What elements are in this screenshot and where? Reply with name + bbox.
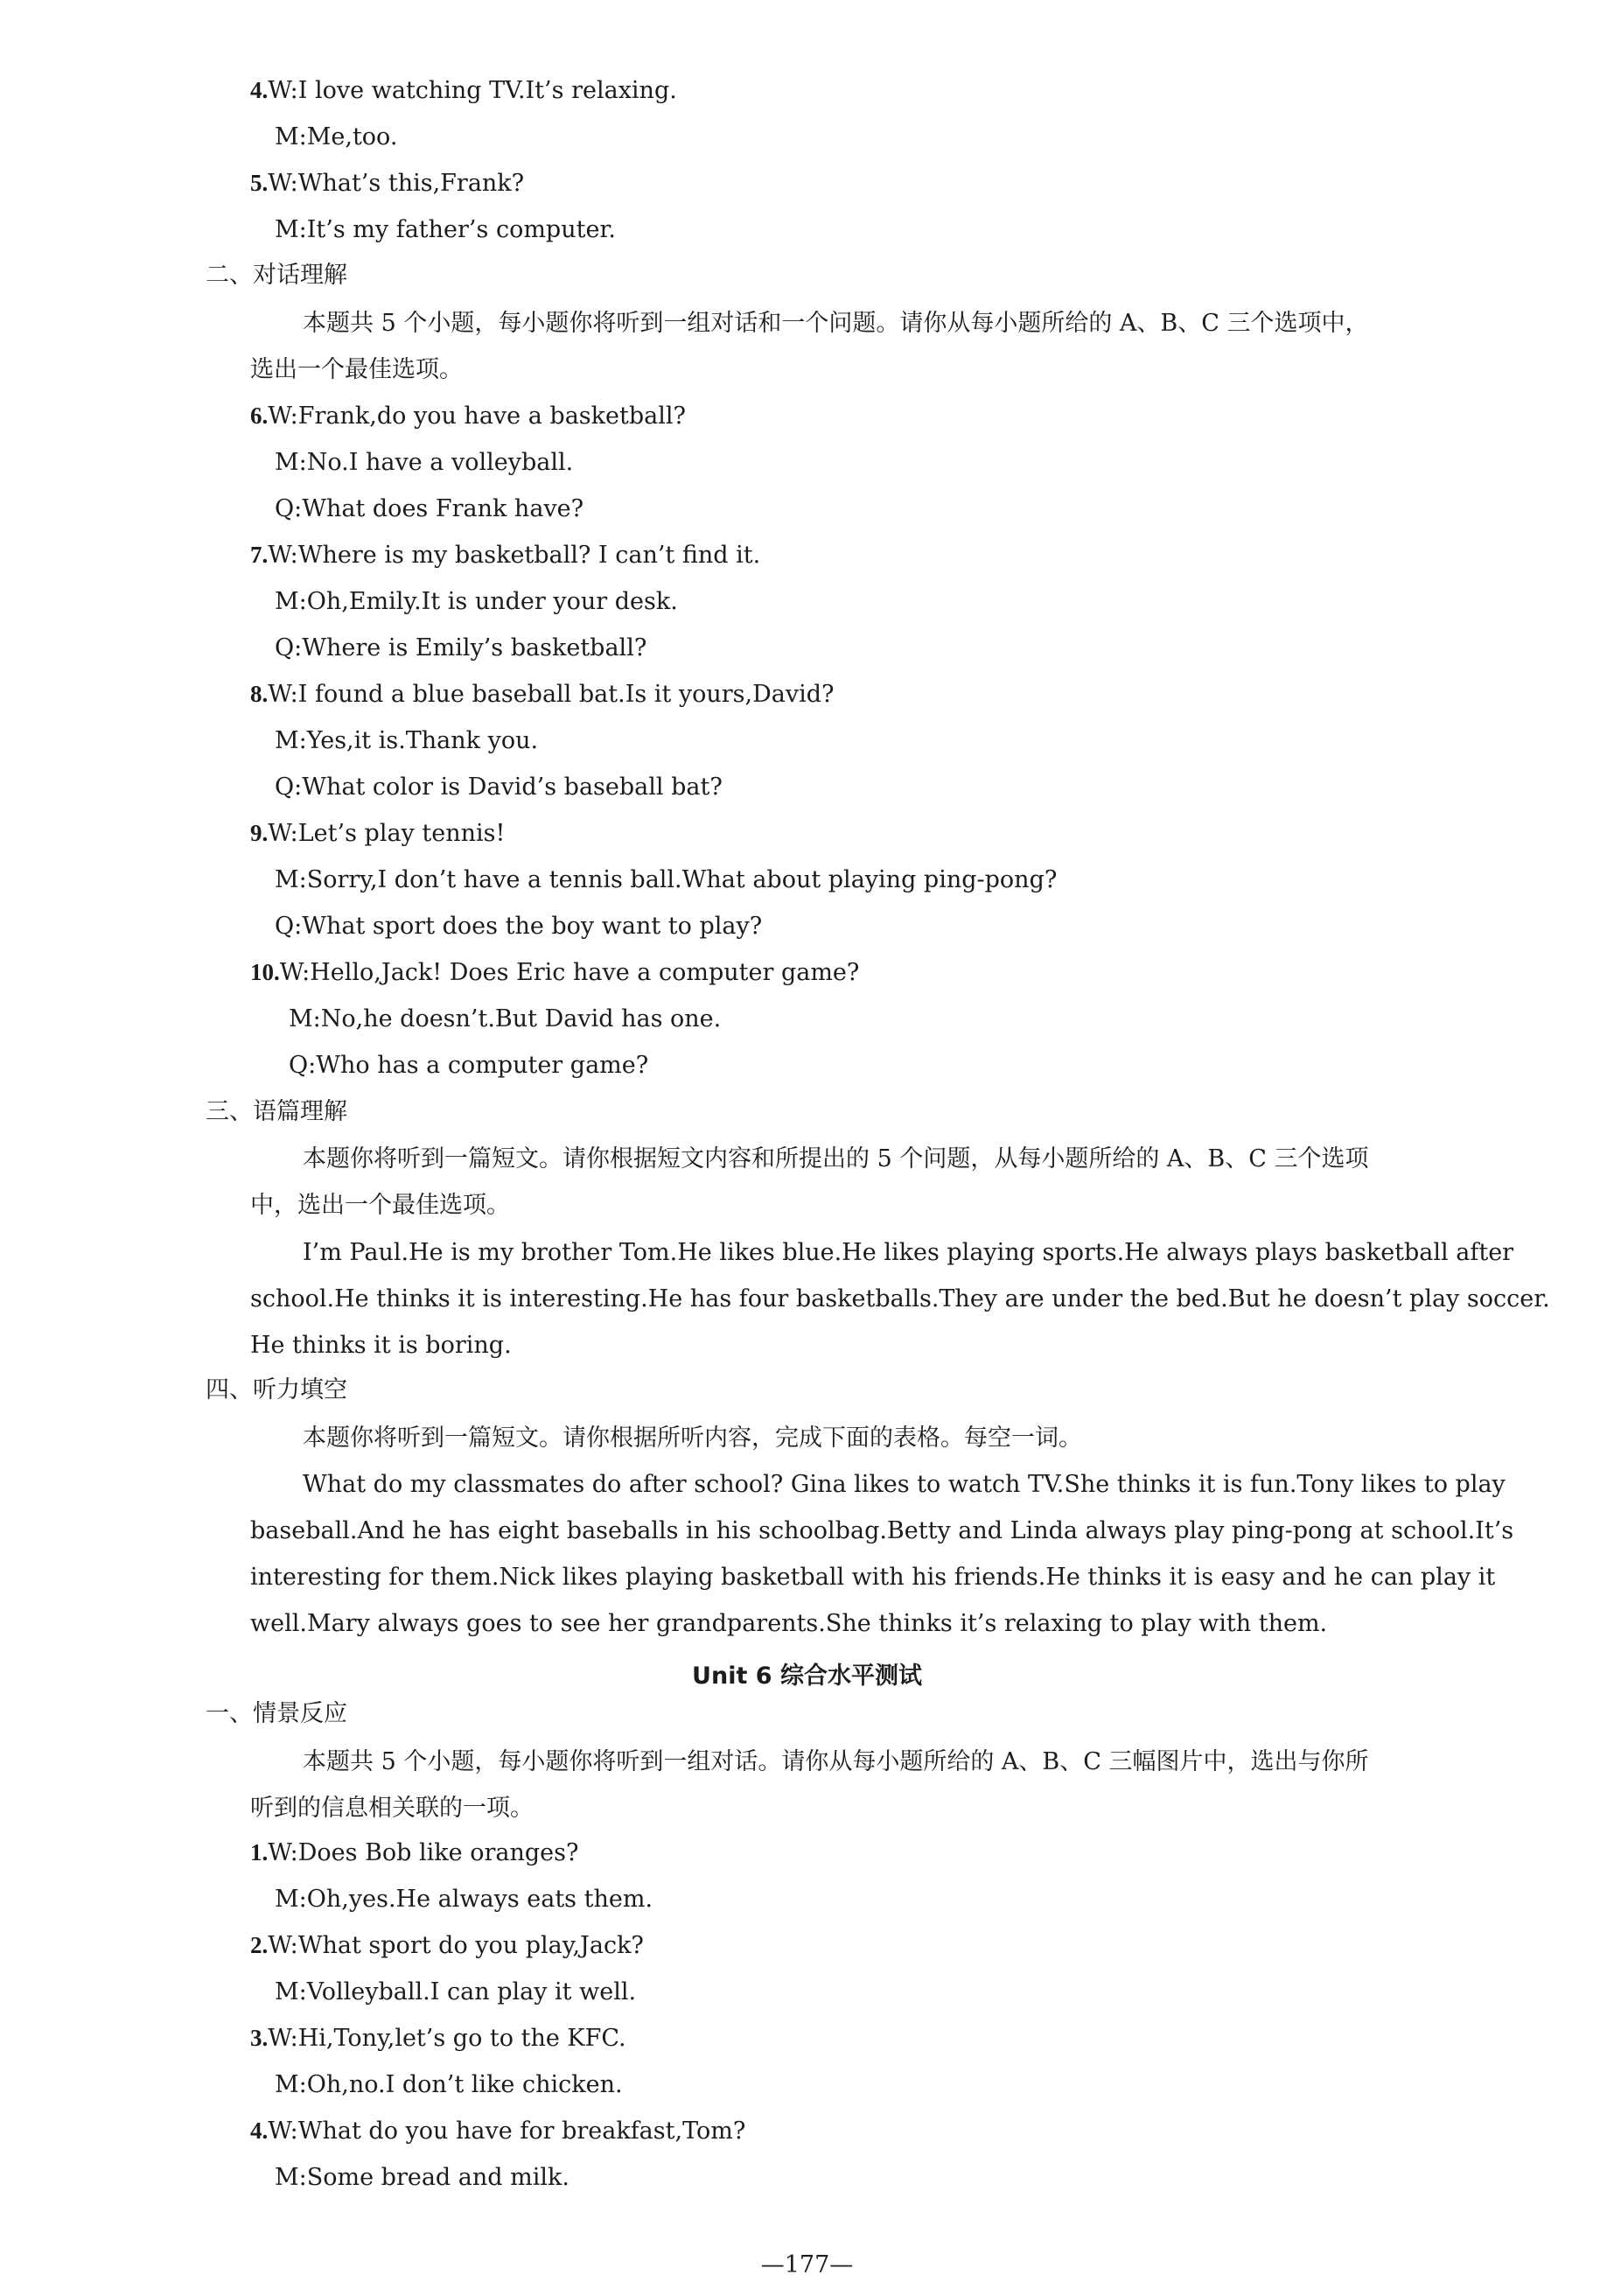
passage-text: I’m Paul.He is my brother Tom.He likes blue.He likes playing sports.He always plays basketball after <box>303 1239 1514 1266</box>
passage-text: He thinks it is boring. <box>250 1332 512 1359</box>
item-10-w: 10.W:Hello,Jack! Does Eric have a computer game? <box>250 959 860 986</box>
section-instruction: 本题你将听到一篇短文。请你根据所听内容，完成下面的表格。每空一词。 <box>303 1424 1082 1452</box>
item-9-w: 9.W:Let’s play tennis! <box>250 820 506 847</box>
unit6-item-2-m: M:Volleyball.I can play it well. <box>275 1978 637 2006</box>
item-6-q: Q:What does Frank have? <box>275 495 584 522</box>
section-instruction: 听到的信息相关联的一项。 <box>250 1795 534 1822</box>
unit6-item-3-m: M:Oh,no.I don’t like chicken. <box>275 2071 623 2098</box>
passage-text: well.Mary always goes to see her grandparents.She thinks it’s relaxing to play with them. <box>250 1610 1328 1637</box>
item-9-m: M:Sorry,I don’t have a tennis ball.What about playing ping-pong? <box>275 866 1058 893</box>
unit6-item-4-w: 4.W:What do you have for breakfast,Tom? <box>250 2118 746 2145</box>
item-5-w: 5.W:What’s this,Frank? <box>250 170 525 197</box>
passage-text: baseball.And he has eight baseballs in his schoolbag.Betty and Linda always play ping-pong at school.It’s <box>250 1517 1514 1544</box>
passage-text: school.He thinks it is interesting.He has four basketballs.They are under the bed.But he doesn’t play soccer. <box>250 1285 1550 1312</box>
item-7-w: 7.W:Where is my basketball? I can’t find it. <box>250 542 761 569</box>
item-10-q: Q:Who has a computer game? <box>289 1052 649 1079</box>
item-4-m: M:Me,too. <box>275 123 398 150</box>
section-instruction: 中，选出一个最佳选项。 <box>250 1192 510 1219</box>
item-8-w: 8.W:I found a blue baseball bat.Is it yours,David? <box>250 681 835 708</box>
unit6-item-3-w: 3.W:Hi,Tony,let’s go to the KFC. <box>250 2025 626 2052</box>
passage-text: What do my classmates do after school? Gina likes to watch TV.She thinks it is fun.Tony likes to play <box>303 1471 1506 1498</box>
section-heading-fill: 四、听力填空 <box>206 1376 347 1404</box>
item-7-m: M:Oh,Emily.It is under your desk. <box>275 588 678 615</box>
item-8-q: Q:What color is David’s baseball bat? <box>275 774 723 801</box>
section-instruction: 本题共 5 个小题，每小题你将听到一组对话和一个问题。请你从每小题所给的 A、B、C 三个选项中， <box>303 310 1369 337</box>
passage-text: interesting for them.Nick likes playing basketball with his friends.He thinks it is easy and he can play it <box>250 1564 1496 1591</box>
item-8-m: M:Yes,it is.Thank you. <box>275 727 539 754</box>
section-instruction: 本题你将听到一篇短文。请你根据短文内容和所提出的 5 个问题，从每小题所给的 A、B、C 三个选项 <box>303 1145 1369 1172</box>
page-number: —177— <box>760 2251 854 2278</box>
unit6-item-4-m: M:Some bread and milk. <box>275 2164 569 2191</box>
section-instruction: 选出一个最佳选项。 <box>250 356 463 383</box>
item-4-w: 4.W:I love watching TV.It’s relaxing. <box>250 77 677 104</box>
unit6-item-1-m: M:Oh,yes.He always eats them. <box>275 1886 653 1913</box>
unit6-item-1-w: 1.W:Does Bob like oranges? <box>250 1839 579 1866</box>
item-7-q: Q:Where is Emily’s basketball? <box>275 634 647 662</box>
item-6-w: 6.W:Frank,do you have a basketball? <box>250 402 686 430</box>
section-heading-dialogue: 二、对话理解 <box>206 262 347 289</box>
section-instruction: 本题共 5 个小题，每小题你将听到一组对话。请你从每小题所给的 A、B、C 三幅图片中，选出与你所 <box>303 1748 1369 1775</box>
item-5-m: M:It’s my father’s computer. <box>275 216 616 243</box>
item-9-q: Q:What sport does the boy want to play? <box>275 913 763 940</box>
item-10-m: M:No,he doesn’t.But David has one. <box>289 1005 722 1032</box>
section-heading-passage: 三、语篇理解 <box>206 1098 347 1125</box>
section-heading-situation: 一、情景反应 <box>206 1700 347 1727</box>
item-6-m: M:No.I have a volleyball. <box>275 449 574 476</box>
unit-title: Unit 6 综合水平测试 <box>692 1662 922 1690</box>
unit6-item-2-w: 2.W:What sport do you play,Jack? <box>250 1932 644 1959</box>
